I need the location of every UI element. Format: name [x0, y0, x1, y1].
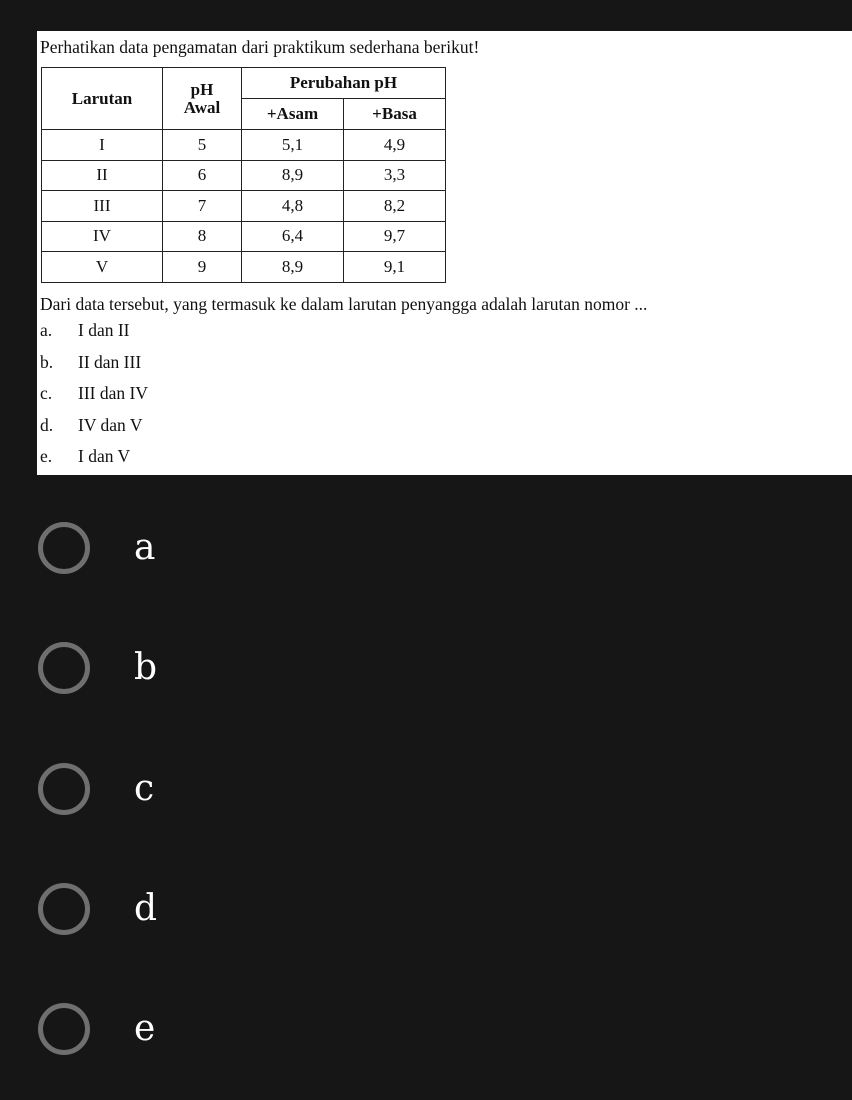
option-list: [40, 319, 148, 477]
table-row: [42, 252, 446, 283]
cell-larutan: II: [42, 160, 163, 191]
answer-label: d: [134, 888, 158, 929]
cell-asam: 6,4: [242, 221, 344, 252]
table-row: [42, 130, 446, 161]
answer-choice-b[interactable]: [38, 636, 238, 700]
header-ph-awal-line2: Awal: [183, 97, 221, 117]
answer-label: a: [134, 527, 156, 568]
cell-awal: 9: [163, 252, 242, 283]
answer-label: c: [134, 768, 155, 809]
option-letter: a.: [40, 320, 53, 340]
option-letter: e.: [40, 446, 53, 466]
option-text: II dan III: [78, 351, 142, 372]
list-item: [40, 382, 148, 414]
cell-awal: 7: [163, 191, 242, 222]
radio-circle-icon[interactable]: [38, 522, 90, 574]
answer-choice-e[interactable]: [38, 997, 238, 1061]
table-row: [42, 191, 446, 222]
cell-basa: 3,3: [344, 160, 446, 191]
cell-awal: 8: [163, 221, 242, 252]
cell-asam: 8,9: [242, 252, 344, 283]
cell-asam: 8,9: [242, 160, 344, 191]
radio-circle-icon[interactable]: [38, 883, 90, 935]
cell-larutan: III: [42, 191, 163, 222]
cell-basa: 8,2: [344, 191, 446, 222]
cell-basa: 4,9: [344, 130, 446, 161]
option-text: I dan II: [78, 320, 130, 340]
header-asam: +Asam: [242, 99, 344, 130]
cell-larutan: V: [42, 252, 163, 283]
question-prompt: Dari data tersebut, yang termasuk ke dalam larutan penyangga adalah larutan nomor ...: [40, 294, 648, 314]
observation-table: [41, 67, 446, 283]
cell-awal: 6: [163, 160, 242, 191]
header-ph-awal-line1: pH: [190, 79, 214, 99]
list-item: [40, 414, 148, 446]
cell-asam: 4,8: [242, 191, 344, 222]
question-image: [37, 31, 852, 475]
answer-choice-c[interactable]: [38, 757, 238, 821]
header-larutan: Larutan: [42, 68, 163, 130]
option-letter: d.: [40, 414, 54, 435]
option-letter: c.: [40, 383, 53, 403]
cell-awal: 5: [163, 130, 242, 161]
radio-circle-icon[interactable]: [38, 642, 90, 694]
answer-label: e: [134, 1008, 156, 1049]
list-item: [40, 351, 148, 383]
option-text: IV dan V: [78, 414, 143, 435]
header-ph-awal: [163, 68, 242, 130]
header-basa: +Basa: [344, 99, 446, 130]
option-text: I dan V: [78, 446, 131, 466]
list-item: [40, 319, 148, 351]
radio-circle-icon[interactable]: [38, 763, 90, 815]
option-letter: b.: [40, 351, 54, 372]
answer-choice-d[interactable]: [38, 877, 238, 941]
table-row: [42, 221, 446, 252]
cell-larutan: IV: [42, 221, 163, 252]
question-intro: Perhatikan data pengamatan dari praktikum sederhana berikut!: [40, 37, 480, 57]
table-row: [42, 160, 446, 191]
answer-choice-a[interactable]: [38, 516, 238, 580]
header-perubahan-ph: Perubahan pH: [242, 68, 446, 99]
option-text: III dan IV: [78, 383, 148, 403]
cell-larutan: I: [42, 130, 163, 161]
radio-circle-icon[interactable]: [38, 1003, 90, 1055]
list-item: [40, 445, 148, 477]
cell-asam: 5,1: [242, 130, 344, 161]
cell-basa: 9,7: [344, 221, 446, 252]
answer-label: b: [134, 647, 158, 688]
cell-basa: 9,1: [344, 252, 446, 283]
